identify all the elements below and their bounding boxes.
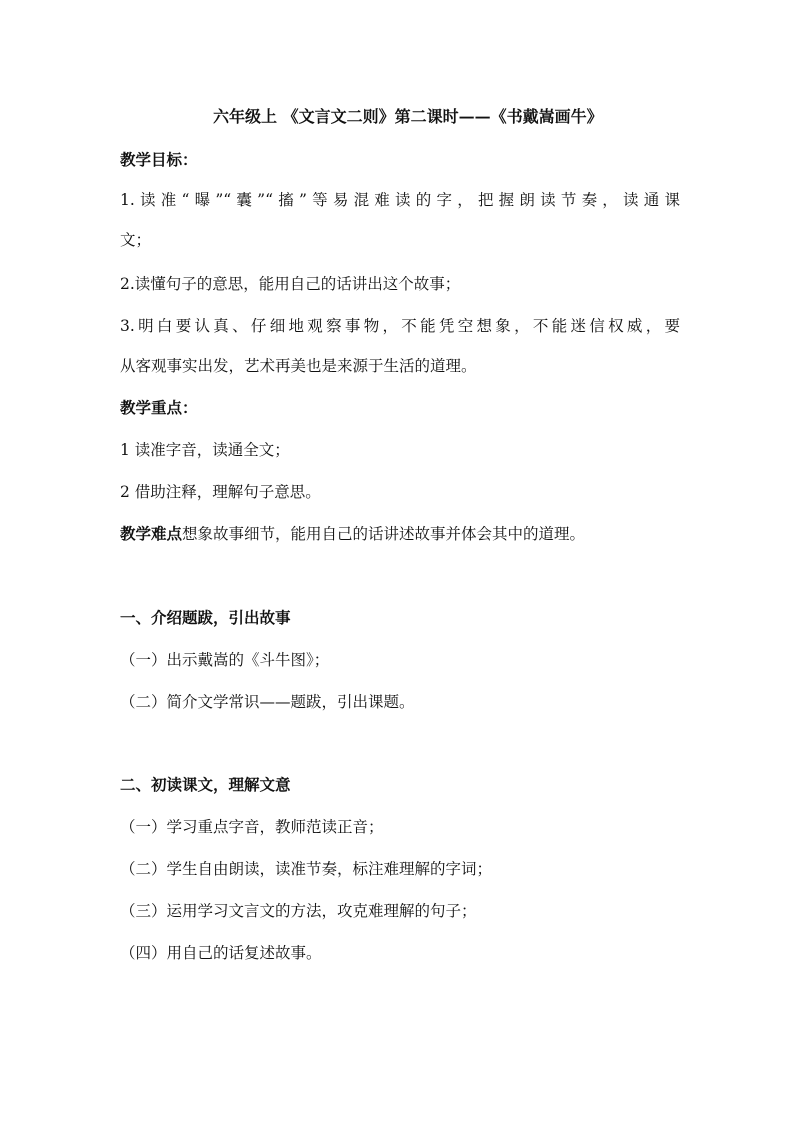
section-2-item-4: （四）用自己的话复述故事。: [120, 944, 322, 962]
difficulty-line: [120, 524, 680, 544]
objective-2: 2.读懂句子的意思，能用自己的话讲出这个故事；: [120, 275, 461, 293]
section-2-item-2: （二）学生自由朗读，读准节奏，标注难理解的字词；: [120, 860, 493, 878]
section-2-heading: 二、初读课文，理解文意: [120, 775, 291, 794]
key-points-heading: 教学重点：: [120, 398, 198, 417]
objective-1-line-1: 1.读准“曝”“囊”“搐”等易混难读的字，把握朗读节奏，读通课: [120, 191, 680, 209]
key-point-1: 1 读准字音，读通全文；: [120, 441, 290, 459]
objective-3-line-1: 3.明白要认真、仔细地观察事物，不能凭空想象，不能迷信权威，要: [120, 317, 680, 335]
section-1-heading: 一、介绍题跋，引出故事: [120, 608, 291, 627]
section-1-item-1: （一）出示戴嵩的《斗牛图》；: [120, 651, 330, 669]
objective-1-line-2: 文；: [120, 231, 152, 249]
section-2-item-3: （三）运用学习文言文的方法，攻克难理解的句子；: [120, 902, 477, 920]
difficulty-label: 教学难点: [120, 524, 183, 543]
key-point-2: 2 借助注释，理解句子意思。: [120, 483, 321, 501]
difficulty-text: 想象故事细节，能用自己的话讲述故事并体会其中的道理。: [182, 525, 586, 543]
document-title: 六年级上 《文言文二则》第二课时——《书戴嵩画牛》: [213, 107, 603, 126]
objectives-heading: 教学目标：: [120, 150, 198, 169]
section-1-item-2: （二）简介文学常识——题跋，引出课题。: [120, 693, 415, 711]
objective-3-line-2: 从客观事实出发，艺术再美也是来源于生活的道理。: [120, 357, 477, 375]
section-2-item-1: （一）学习重点字音，教师范读正音；: [120, 818, 384, 836]
